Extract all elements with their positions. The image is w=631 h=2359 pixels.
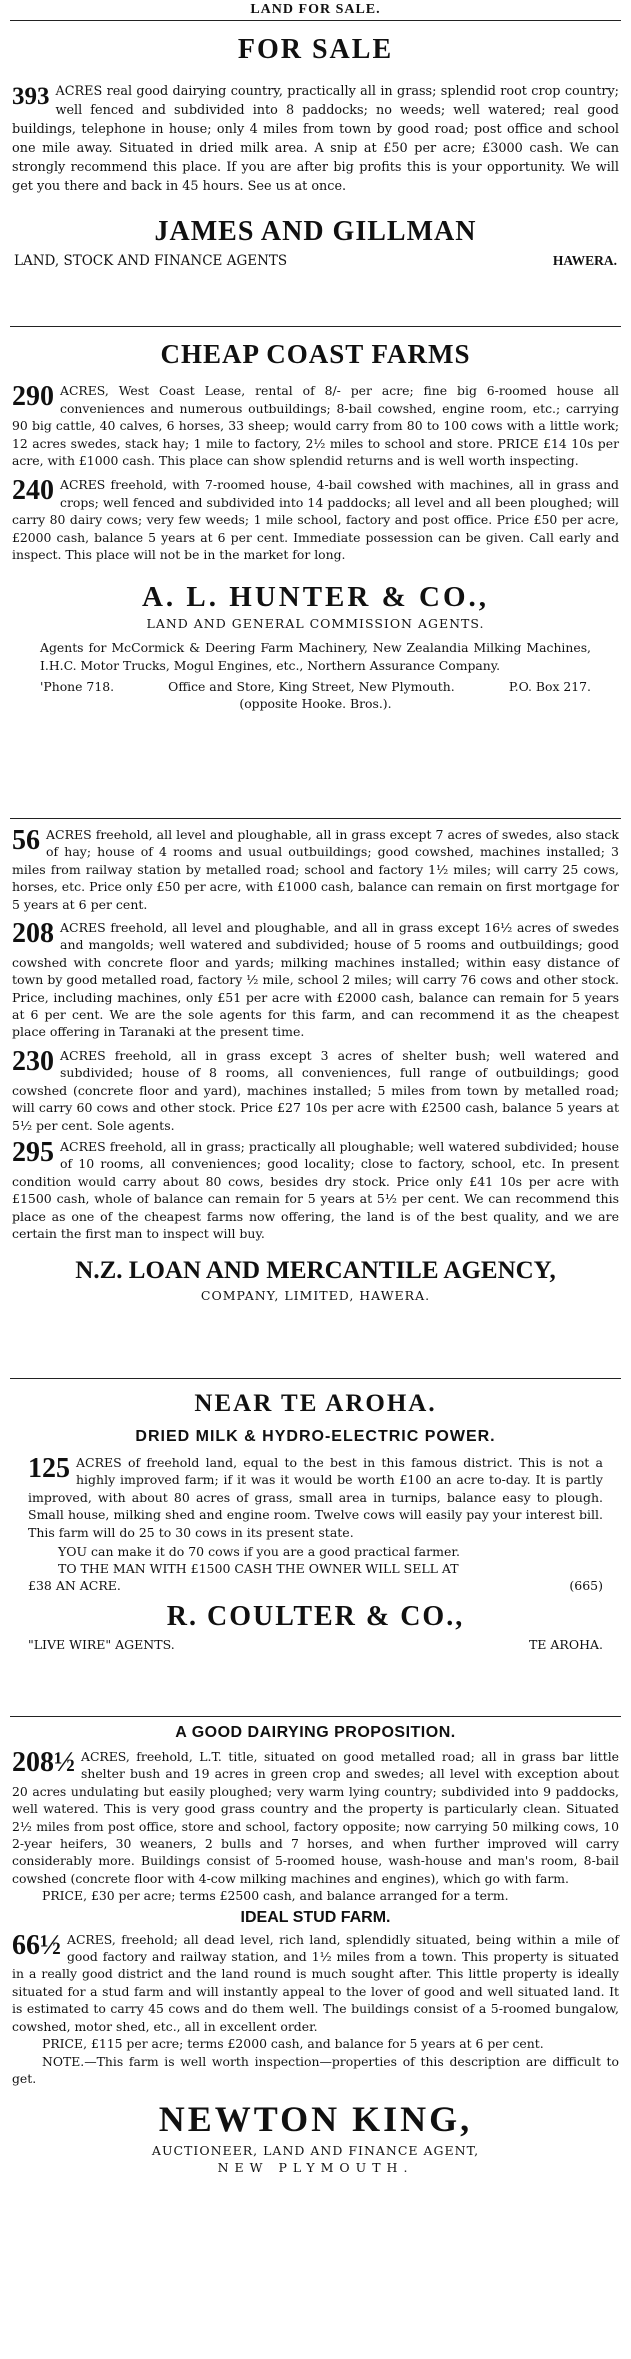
offer-line: TO THE MAN WITH £1500 CASH THE OWNER WILL SELL AT — [58, 1561, 459, 1577]
divider — [10, 818, 621, 819]
acreage-number: 208 — [12, 918, 54, 950]
office-address: Office and Store, King Street, New Plymouth. — [168, 678, 455, 694]
acreage-number: 230 — [12, 1045, 54, 1077]
listing-price: PRICE, £30 per acre; terms £2500 cash, and balance arranged for a term. — [42, 1888, 509, 1904]
offer-price-line — [28, 1578, 603, 1593]
agent-town: NEW PLYMOUTH. — [217, 2160, 414, 2176]
ad-subheading: DRIED MILK & HYDRO-ELECTRIC POWER. — [135, 1428, 496, 1445]
agent-subtitle: AUCTIONEER, LAND AND FINANCE AGENT, — [151, 2143, 480, 2159]
listing-text: ACRES freehold, all level and ploughable, all in grass except 7 acres of swedes, also stack of hay; house of 4 rooms and usual outbuildings; good cowshed, machines installed; 3 miles from railway station by metalled road; school and factory 1½ miles; will carry 25 cows, horses, etc. Price only £50 per acre, with £1000 cash, balance can remain on first mortgage for 5 years at 6 per cent. — [12, 827, 619, 912]
ad-newton-king — [0, 1724, 631, 2356]
divider — [10, 1716, 621, 1717]
opposite-note: (opposite Hooke. Bros.). — [239, 695, 392, 711]
agent-line — [14, 253, 617, 269]
listing-item — [12, 476, 619, 564]
offer-price: £38 AN ACRE. — [28, 1577, 121, 1593]
listing-item — [12, 1047, 619, 1134]
agent-name: JAMES AND GILLMAN — [154, 216, 477, 247]
acreage-number: 66½ — [12, 1929, 61, 1961]
ad-listing — [12, 82, 619, 196]
listing-item — [12, 382, 619, 470]
agent-town: HAWERA. — [552, 253, 617, 268]
listing-text: ACRES, freehold, L.T. title, situated on good metalled road; all in grass bar little shelter bush and 19 acres in green crop and swedes; all level with exception about 20 acres undulating but easily ploughed; very warm lying country; subdivided into 9 paddocks, well watered. This is very good grass country and the property is particularly clean. Situated 2½ miles from post office, store and school, factory opposite; now carrying 50 milking cows, 10 2-year heifers, 30 weaners, 2 bulls and 7 horses, and when further improved will carry considerably more. Buildings consist of 5-roomed house, wash-house and man's room, 8-bail cowshed (concrete floor with 4-cow milking machines and engines), which go with farm. — [12, 1749, 619, 1886]
ad-subheading: IDEAL STUD FARM. — [240, 1908, 391, 1926]
agent-line — [28, 1637, 603, 1652]
ad-james-gillman — [0, 30, 631, 320]
ad-hunter — [0, 334, 631, 814]
listing-text: ACRES freehold, all in grass; practically all ploughable; well watered subdivided; house of 10 rooms, all conveniences; good locality; close to factory, school, etc. In present condition would carry about 80 cows, besides dry stock. Price only £41 10s per acre with £1500 cash, whole of balance can remain for 5 years at 5½ per cent. We can recommend this place as one of the cheapest farms now offering, the land is of the best quality, and we are certain the first man to inspect will buy. — [12, 1138, 619, 1241]
listing-text: ACRES real good dairying country, practically all in grass; splendid root crop country; well fenced and subdivided into 8 paddocks; no weeds; well watered; real good buildings, telephone in house; only 4 miles from town by good road; post office and school one mile away. Situated in dried milk area. A snip at £50 per acre; £3000 cash. We can strongly recommend this place. If you are after big profits this is your opportunity. We will get you there and back in 45 hours. See us at once. — [12, 84, 619, 194]
divider — [10, 326, 621, 327]
column-title-block — [0, 2, 631, 18]
agent-name: NEWTON KING, — [158, 2099, 473, 2140]
acreage-number: 208½ — [12, 1747, 75, 1778]
contact-line — [40, 679, 591, 694]
acreage-number: 125 — [28, 1453, 70, 1484]
agent-subtitle: COMPANY, LIMITED, HAWERA. — [200, 1288, 431, 1304]
acreage-number: 240 — [12, 474, 54, 506]
ad-nz-loan — [0, 826, 631, 1366]
listing-price: PRICE, £115 per acre; terms £2000 cash, and balance for 5 years at 6 per cent. — [42, 2036, 544, 2052]
listing-item — [12, 826, 619, 913]
agent-town: TE AROHA. — [528, 1636, 603, 1652]
acreage-number: 393 — [12, 83, 50, 110]
agent-subtitle: LAND, STOCK AND FINANCE AGENTS — [14, 253, 288, 269]
listing-text: ACRES of freehold land, equal to the best in this famous district. This is not a highly improved farm; if it was it would be worth £100 an acre to-day. It is partly improved, with about 80 acres of grass, small area in turnips, balance easy to plough. Small house, milking shed and engine room. Twelve cows will easily pay your interest bill. This farm will do 25 to 30 cows in its present state. — [28, 1455, 603, 1540]
ad-coulter — [0, 1388, 631, 1708]
acreage-number: 295 — [12, 1136, 54, 1168]
listing-item — [12, 1138, 619, 1242]
listing-note: NOTE.—This farm is well worth inspection—properties of this description are difficult to get. — [12, 2053, 619, 2086]
acreage-number: 56 — [12, 826, 40, 856]
offer-line: YOU can make it do 70 cows if you are a good practical farmer. — [58, 1544, 460, 1560]
agent-name: N.Z. LOAN AND MERCANTILE AGENCY, — [75, 1257, 556, 1285]
ad-heading: A GOOD DAIRYING PROPOSITION. — [175, 1724, 456, 1741]
column-title: LAND FOR SALE. — [250, 2, 381, 17]
divider — [10, 1378, 621, 1379]
ad-heading: NEAR TE AROHA. — [194, 1390, 437, 1417]
po-box: P.O. Box 217. — [508, 678, 591, 694]
phone: 'Phone 718. — [40, 678, 115, 694]
listing-item — [28, 1454, 603, 1541]
acreage-number: 290 — [12, 381, 54, 412]
listing-text: ACRES, West Coast Lease, rental of 8/- per acre; fine big 6-roomed house all conveniences and numerous outbuildings; 8-bail cowshed, engine room, etc.; carrying 90 big cattle, 40 calves, 6 horses, 33 sheep; would carry from 80 to 100 cows with a little work; 12 acres swedes, stack hay; 1 mile to factory, 2½ miles to school and store. PRICE £14 10s per acre, with £1000 cash. This place can show splendid returns and is well worth inspecting. — [12, 383, 619, 469]
ad-heading: FOR SALE — [237, 34, 394, 65]
listing-text: ACRES freehold, all level and ploughable, and all in grass except 16½ acres of swedes and mangolds; well watered and subdivided; house of 5 rooms and outbuildings; good cowshed with concrete floor and yards; milking machines installed; within easy distance of town by good metalled road, factory ½ mile, school 2 miles; will carry 76 cows and other stock. Price, including machines, only £51 per acre with £2000 cash, balance can remain for 5 years at 6 per cent. We are the sole agents for this farm, and can recommend it as the cheapest place offering in Taranaki at the present time. — [12, 920, 619, 1040]
agent-subtitle: LAND AND GENERAL COMMISSION AGENTS. — [146, 615, 485, 631]
agent-description: Agents for McCormick & Deering Farm Machinery, New Zealandia Milking Machines, I.H.C. Motor Trucks, Mogul Engines, etc., Northern Assurance Company. — [40, 639, 591, 673]
listing-text: ACRES, freehold; all dead level, rich land, splendidly situated, being within a mile of good factory and railway station, and 1½ miles from a town. This property is situated in a really good district and the land round is much sought after. This little property is ideally situated for a stud farm and will instantly appeal to the lover of good and well situated land. It is estimated to carry 45 cows and do them well. The buildings consist of a 5-roomed bungalow, cowshed, motor shed, etc., all in excellent order. — [12, 1931, 619, 2034]
listing-text: ACRES freehold, all in grass except 3 acres of shelter bush; well watered and subdivided; house of 8 rooms, all conveniences, full range of outbuildings; good cowshed (concrete floor and yard), machines installed; 5 miles from town by metalled road; will carry 60 cows and other stock. Price £27 10s per acre with £2500 cash, balance 5 years at 5½ per cent. Sole agents. — [12, 1047, 619, 1133]
agent-tagline: "LIVE WIRE" AGENTS. — [28, 1636, 175, 1652]
listing-item — [12, 1931, 619, 2035]
listing-item — [12, 1748, 619, 1887]
agent-name: A. L. HUNTER & CO., — [141, 580, 489, 613]
divider — [10, 20, 621, 21]
agent-name: R. COULTER & CO., — [166, 1600, 465, 1632]
listing-text: ACRES freehold, with 7-roomed house, 4-bail cowshed with machines, all in grass and crops; well fenced and subdivided into 14 paddocks; all level and all been ploughed; will carry 80 dairy cows; very few weeds; 1 mile school, factory and post office. Price £50 per acre, £2000 cash, balance 5 years at 6 per cent. Immediate possession can be given. Call early and inspect. This place will not be in the market for long. — [12, 476, 619, 563]
ad-heading: CHEAP COAST FARMS — [160, 339, 471, 369]
listing-item — [12, 919, 619, 1041]
ad-reference: (665) — [569, 1577, 603, 1593]
